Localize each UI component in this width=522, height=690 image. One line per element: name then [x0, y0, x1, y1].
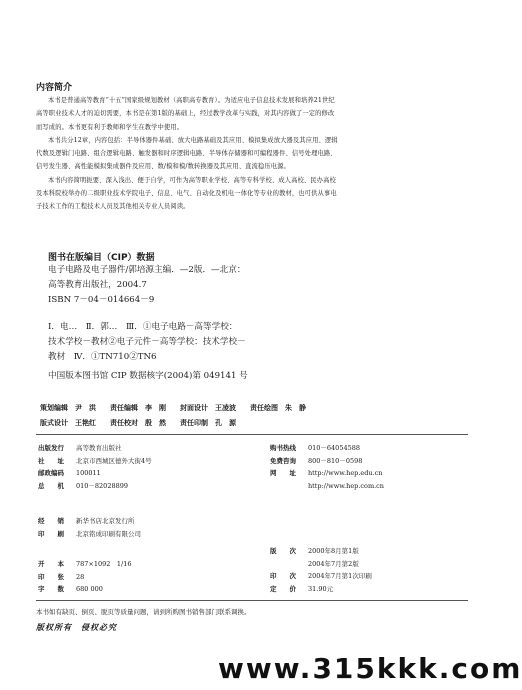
pub-row: 2004年7月第2版: [308, 559, 359, 568]
intro-line: 代数及逻辑门电路、组合逻辑电路、触发器和时序逻辑电路、半导体存储器和可编程器件、信号处理电路、: [36, 150, 337, 158]
cip-block: [48, 263, 248, 384]
cip-title: 图书在版编目（CIP）数据: [48, 253, 155, 263]
credits-row-2: 版式设计 王艳红 责任校对 殷 然 责任印制 孔 源: [40, 419, 236, 427]
pub-row: 印 张 28: [38, 572, 85, 581]
pub-row: 免费咨询 800－810－0598: [270, 456, 363, 465]
intro-line: 信号发生器、高性能模拟集成器件及应用、数/模和模/数转换器及其应用、直流稳压电源。: [36, 163, 290, 171]
cip-subject-line: 教材 Ⅳ．①TN710②TN6: [48, 352, 157, 363]
cip-subject-line: Ⅰ．电… Ⅱ．郭… Ⅲ．①电子电路－高等学校：: [48, 321, 238, 332]
pub-row: 定 价 31.90元: [270, 584, 334, 593]
intro-line: 及本科院校举办的二级职业技术学院电子、信息、电气、自动化及机电一体化等专业的教材，也可供从事电: [36, 190, 337, 198]
credits-row-1: 策划编辑 尹 洪 责任编辑 李 刚 封面设计 王凌波 责任绘图 朱 静: [40, 404, 306, 412]
quality-notice: 本书如有缺页、倒页、脱页等质量问题，请到所购图书销售部门联系调换。: [36, 608, 251, 616]
watermark: www.315kkk.com: [218, 652, 522, 685]
pub-row: [270, 480, 384, 493]
pub-row: 印 次 2004年7月第1次印刷: [270, 572, 372, 580]
intro-line: 而写成的。本书更有利于教师和学生在教学中使用。: [36, 123, 184, 131]
pub-row: 版 次 2000年8月第1版: [270, 547, 359, 555]
pub-row: 总 机 010－82028899: [38, 481, 128, 490]
pub-row: 购书热线 010－64054588: [270, 444, 360, 452]
pub-row: 开 本 787×1092 1/16: [38, 560, 132, 568]
pub-row: 社 址 北京市西城区德外大街4号: [38, 456, 152, 465]
divider: [36, 434, 468, 435]
intro-title: 内容简介: [36, 83, 73, 93]
cip-subject-line: 技术学校－教材②电子元件－高等学校：技术学校－: [48, 336, 246, 347]
pub-row: 出版发行 高等教育出版社: [38, 444, 122, 452]
specs: [38, 558, 132, 596]
pub-row: 邮政编码 100011: [38, 469, 101, 477]
editions: [270, 545, 372, 595]
cip-line: 电子电路及电子器件/郭培源主编．—2版．—北京：: [48, 265, 246, 275]
distribution: [38, 515, 141, 541]
intro-line: 子技术工作的工程技术人员及其他相关专业人员阅读。: [36, 203, 190, 211]
pub-row: 经 销 新华书店北京发行所: [38, 517, 135, 525]
pub-row: 印 刷 北京铭成印刷有限公司: [38, 530, 141, 538]
cip-line: ISBN 7－04－014664－9: [48, 295, 155, 306]
website-link: http://www.hep.edu.cn: [308, 469, 383, 477]
website-link: http://www.hep.com.cn: [308, 481, 384, 490]
intro-line: 本书是普通高等教育“十五”国家级规划教材（高职高专教育）。为适应电子信息技术发展和培养21世纪: [48, 97, 335, 104]
publisher-left: [38, 442, 152, 492]
intro-line: 高等职业技术人才的迫切需要，本书是在第1版的基础上，经过教学改革与实践，对其内容做了一定的修改: [36, 110, 335, 118]
cip-line: 高等教育出版社，2004.7: [48, 280, 147, 291]
publisher-right: [270, 442, 384, 492]
intro-body: [36, 94, 338, 214]
cip-note: 中国版本图书馆 CIP 数据核字(2004)第 049141 号: [48, 371, 248, 382]
intro-line: 本书共分12章，内容包括：半导体器件基础、放大电路基础及其应用、模拟集成放大器及其应用、逻辑: [48, 136, 338, 144]
pub-row: 字 数 680 000: [38, 585, 103, 593]
pub-row: 网 址 http://www.hep.edu.cn: [270, 469, 383, 477]
divider: [36, 600, 468, 601]
intro-line: 本书内容简明扼要、深入浅出、便于自学，可作为高等职业学校、高等专科学校、成人高校、民办高校: [48, 176, 336, 184]
copyright-notice: 版权所有 侵权必究: [36, 622, 117, 632]
